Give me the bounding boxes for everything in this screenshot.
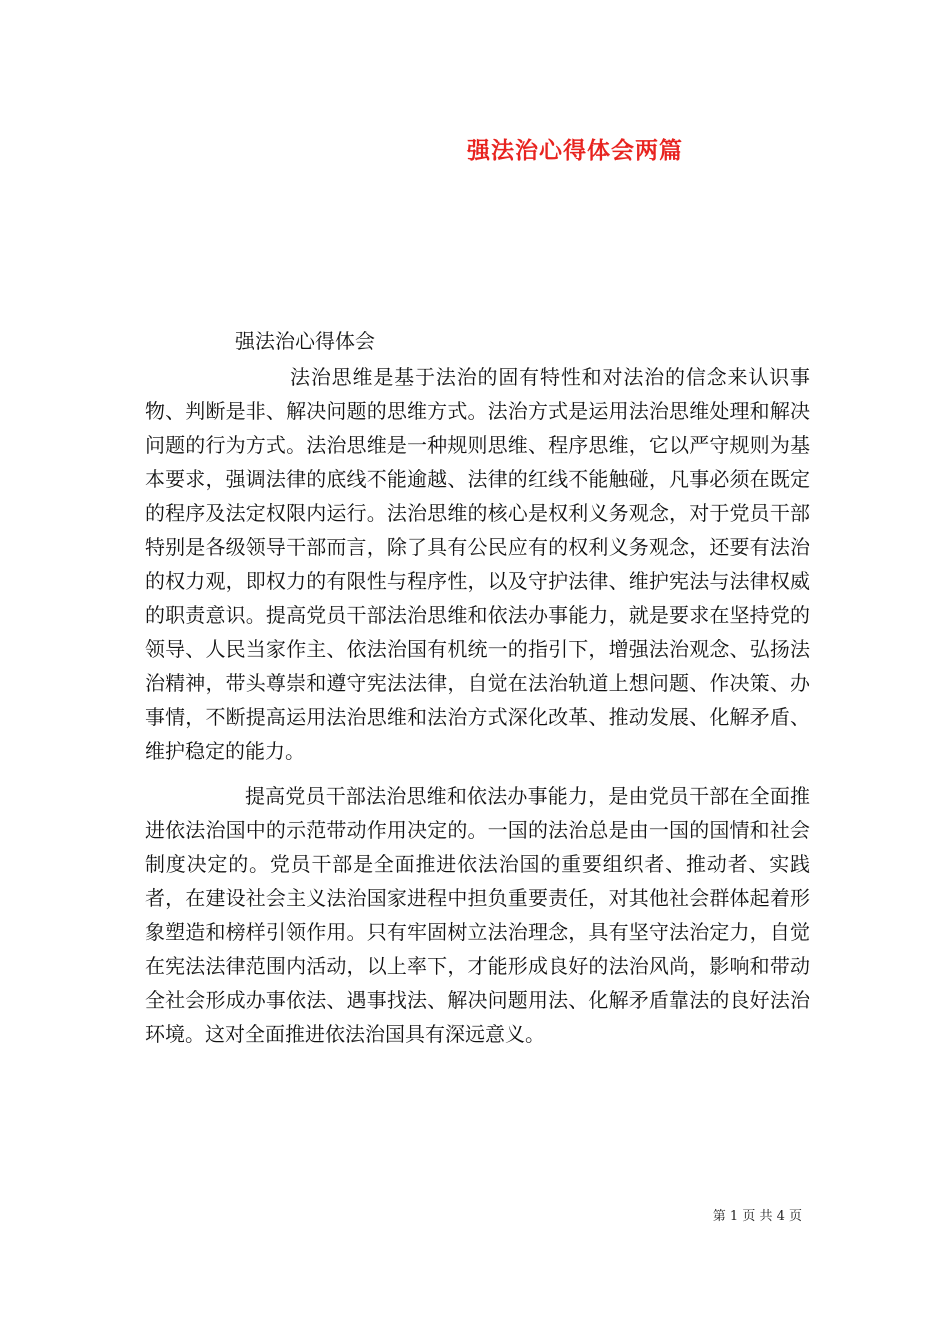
page-number: 第 1 页 共 4 页	[712, 1209, 802, 1224]
document-body	[145, 360, 810, 1051]
paragraph-2: 提高党员干部法治思维和依法办事能力，是由党员干部在全面推进依法治国中的示范带动作用决定的。一国的法治总是由一国的国情和社会制度决定的。党员干部是全面推进依法治国的重要组织者、推动者、实践者，在建设社会主义法治国家进程中担负重要责任，对其他社会群体起着形象塑造和榜样引领作用。只有牢固树立法治理念，具有坚守法治定力，自觉在宪法法律范围内活动，以上率下，才能形成良好的法治风尚，影响和带动全社会形成办事依法、遇事找法、解决问题用法、化解矛盾靠法的良好法治环境。这对全面推进依法治国具有深远意义。	[145, 784, 810, 1046]
paragraph-1: 法治思维是基于法治的固有特性和对法治的信念来认识事物、判断是非、解决问题的思维方式。法治方式是运用法治思维处理和解决问题的行为方式。法治思维是一种规则思维、程序思维，它以严守规则为基本要求，强调法律的底线不能逾越、法律的红线不能触碰，凡事必须在既定的程序及法定权限内运行。法治思维的核心是权利义务观念，对于党员干部特别是各级领导干部而言，除了具有公民应有的权利义务观念，还要有法治的权力观，即权力的有限性与程序性，以及守护法律、维护宪法与法律权威的职责意识。提高党员干部法治思维和依法办事能力，就是要求在坚持党的领导、人民当家作主、依法治国有机统一的指引下，增强法治观念、弘扬法治精神，带头尊崇和遵守宪法法律，自觉在法治轨道上想问题、作决策、办事情，不断提高运用法治思维和法治方式深化改革、推动发展、化解矛盾、维护稳定的能力。	[145, 365, 810, 763]
document-title: 强法治心得体会两篇	[467, 137, 683, 164]
section-heading: 强法治心得体会	[235, 329, 375, 353]
